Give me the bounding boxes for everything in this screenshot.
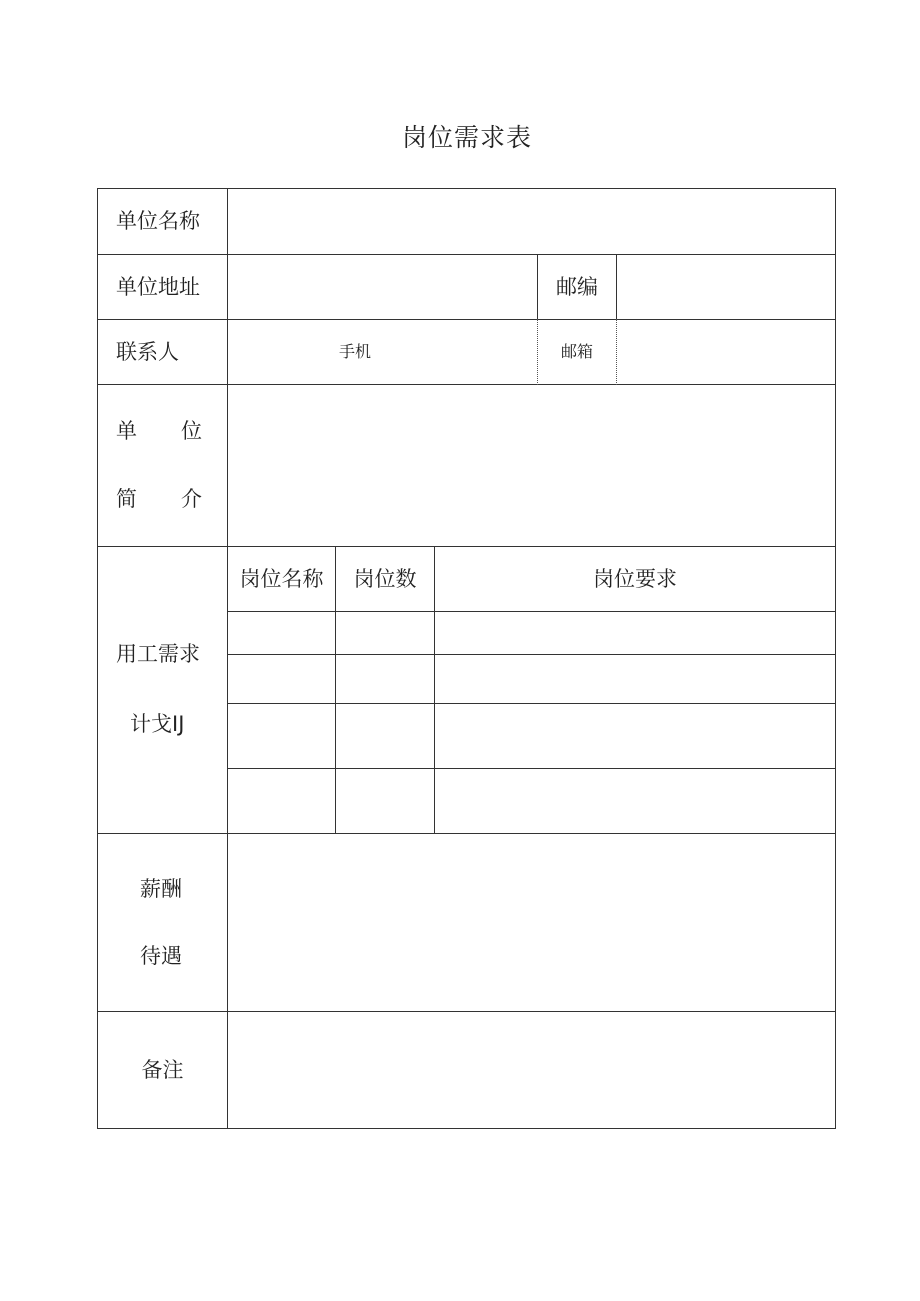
table-cell-requirements[interactable] (435, 612, 835, 654)
mobile-label: 手机 (338, 342, 371, 361)
table-cell-position-name[interactable] (228, 655, 335, 703)
unit-name-field[interactable] (228, 189, 835, 254)
salary-field[interactable] (228, 834, 835, 1011)
postcode-label: 邮编 (556, 274, 598, 299)
unit-intro-label-char: 介 (181, 487, 202, 511)
contact-person-label: 联系人 (116, 339, 179, 364)
unit-address-field[interactable] (228, 255, 537, 319)
table-cell-requirements[interactable] (435, 704, 835, 768)
page-title: 岗位需求表 (401, 123, 532, 152)
col-header-position-requirements: 岗位要求 (593, 566, 677, 591)
col-header-position-name: 岗位名称 (239, 566, 324, 591)
unit-name-label: 单位名称 (116, 209, 200, 233)
remarks-label: 备注 (141, 1057, 184, 1082)
table-cell-requirements[interactable] (435, 769, 835, 833)
table-bottom-border (97, 1128, 836, 1129)
table-right-border (835, 188, 836, 1129)
table-cell-position-name[interactable] (228, 704, 335, 768)
salary-label: 薪酬 (140, 877, 182, 901)
table-cell-position-count[interactable] (336, 704, 434, 768)
salary-label: 待遇 (140, 944, 182, 968)
unit-address-label: 单位地址 (116, 274, 200, 299)
unit-intro-label-char: 单 (116, 419, 137, 443)
table-cell-requirements[interactable] (435, 655, 835, 703)
postcode-field[interactable] (617, 255, 835, 319)
table-cell-position-count[interactable] (336, 655, 434, 703)
email-field[interactable] (617, 320, 835, 384)
table-cell-position-name[interactable] (228, 769, 335, 833)
email-label: 邮箱 (560, 342, 593, 361)
hiring-plan-label: 用工需求 (116, 642, 200, 666)
table-cell-position-count[interactable] (336, 612, 434, 654)
unit-intro-field[interactable] (228, 385, 835, 546)
table-cell-position-count[interactable] (336, 769, 434, 833)
remarks-field[interactable] (228, 1012, 835, 1128)
table-cell-position-name[interactable] (228, 612, 335, 654)
unit-intro-label-char: 简 (116, 487, 137, 511)
hiring-plan-label: 计戈IJ (130, 712, 185, 736)
unit-intro-label-char: 位 (181, 419, 202, 443)
col-header-position-count: 岗位数 (353, 566, 417, 591)
